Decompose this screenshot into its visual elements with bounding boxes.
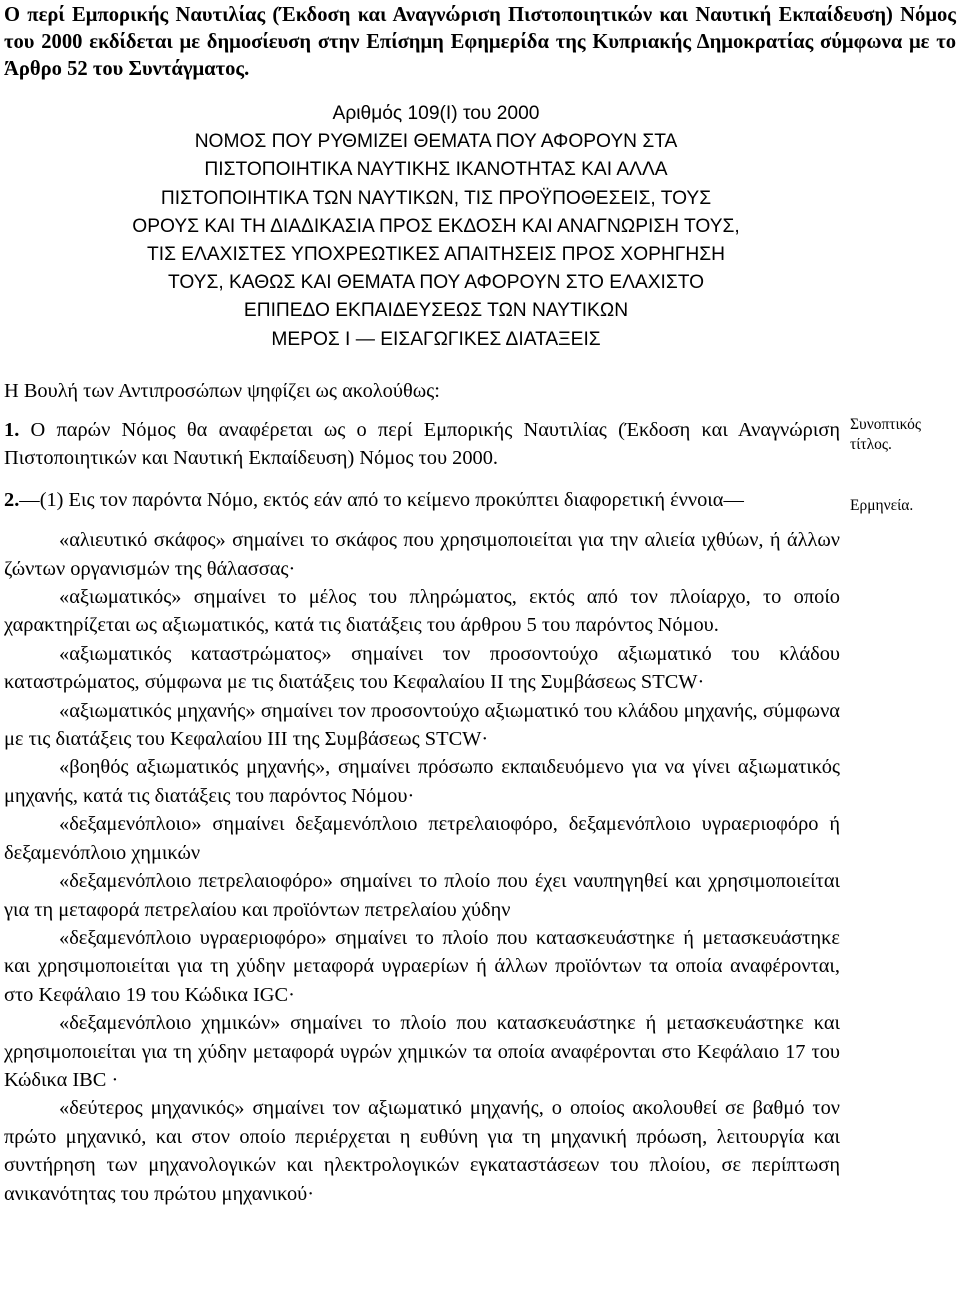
law-title-line: ΤΙΣ ΕΛΑΧΙΣΤΕΣ ΥΠΟΧΡΕΩΤΙΚΕΣ ΑΠΑΙΤΗΣΕΙΣ ΠΡΟΣ ΧΟΡΗΓΗΣΗ (147, 244, 725, 266)
part-heading: ΜΕΡΟΣ Ι — ΕΙΣΑΓΩΓΙΚΕΣ ΔΙΑΤΑΞΕΙΣ (271, 328, 601, 350)
enacting-clause: Η Βουλή των Αντιπροσώπων ψηφίζει ως ακολούθως: (4, 380, 440, 402)
definition: «δεύτερος μηχανικός» σημαίνει τον αξιωματικό μηχανής, ο οποίος ακολουθεί σε βαθμό τον πρώτο μηχανικό, και στον οποίο περιέρχεται η ευθύνη για τη μηχανική πρόωση, λειτουργία και συντήρηση των μηχανολογικών και ηλεκτρολογικών εγκαταστάσεων του πλοίου, σε περίπτωση ανικανότητας του πρώτου μηχανικού· (4, 1097, 840, 1205)
definition: «δεξαμενόπλοιο χημικών» σημαίνει το πλοίο που κατασκευάστηκε ή μετασκευάστηκε και χρησιμοποιείται για τη χύδην μεταφορά υγρών χημικών τα οποία αναφέρονται στο Κεφάλαιο 17 του Κώδικα IBC · (4, 1012, 840, 1091)
section-text: —(1) Εις τον παρόντα Νόμο, εκτός εάν από το κείμενο προκύπτει διαφορετική έννοια— (19, 488, 744, 511)
law-title-line: ΠΙΣΤΟΠΟΙΗΤΙΚΑ ΝΑΥΤΙΚΗΣ ΙΚΑΝΟΤΗΤΑΣ ΚΑΙ ΑΛΛΑ (204, 159, 668, 181)
section-2 (4, 486, 840, 514)
definition: «αξιωματικός» σημαίνει το μέλος του πληρώματος, εκτός από τον πλοίαρχο, το οποίο χαρακτηρίζεται ως αξιωματικός, κατά τις διατάξεις του άρθρου 5 του παρόντος Νόμου. (4, 586, 840, 637)
margin-note-interpretation: Ερμηνεία. (850, 497, 914, 514)
definition: «αξιωματικός καταστρώματος» σημαίνει τον προσοντούχο αξιωματικό του κλάδου καταστρώματος, σύμφωνα με τις διατάξεις του Κεφαλαίου ΙΙ της Συμβάσεως STCW· (4, 642, 840, 694)
section-text: Ο παρών Νόμος θα αναφέρεται ως ο περί Εμπορικής Ναυτιλίας (Έκδοση και Αναγνώριση Πιστοποιητικών και Ναυτική Εκπαίδευση) Νόμος του 2000. (4, 419, 840, 470)
law-title-block (50, 100, 822, 354)
law-title-line: ΕΠΙΠΕΔΟ ΕΚΠΑΙΔΕΥΣΕΩΣ ΤΩΝ ΝΑΥΤΙΚΩΝ (243, 300, 629, 322)
definition: «αξιωματικός μηχανής» σημαίνει τον προσοντούχο αξιωματικό του κλάδου μηχανής, σύμφωνα με τις διατάξεις του Κεφαλαίου ΙΙΙ της Συμβάσεως STCW· (4, 699, 840, 751)
definition: «δεξαμενόπλοιο πετρελαιοφόρο» σημαίνει το πλοίο που έχει ναυπηγηθεί και χρησιμοποιείται για τη μεταφορά πετρελαίου και προϊόντων πετρελαίου χύδην (4, 870, 840, 921)
law-title-line: ΟΡΟΥΣ ΚΑΙ ΤΗ ΔΙΑΔΙΚΑΣΙΑ ΠΡΟΣ ΕΚΔΟΣΗ ΚΑΙ ΑΝΑΓΝΩΡΙΣΗ ΤΟΥΣ, (132, 215, 740, 237)
law-number: Αριθμός 109(Ι) του 2000 (332, 103, 540, 124)
section-1 (4, 416, 840, 473)
definition: «βοηθός αξιωματικός μηχανής», σημαίνει πρόσωπο εκπαιδευόμενο για να γίνει αξιωματικός μηχανής, κατά τις διατάξεις του παρόντος Νόμου· (4, 756, 840, 807)
definition: «δεξαμενόπλοιο» σημαίνει δεξαμενόπλοιο πετρελαιοφόρο, δεξαμενόπλοιο υγραεριοφόρο ή δεξαμενόπλοιο χημικών (4, 813, 840, 864)
definition: «δεξαμενόπλοιο υγραεριοφόρο» σημαίνει το πλοίο που κατασκευάστηκε ή μετασκευάστηκε και χρησιμοποιείται για τη χύδην μεταφορά υγραερίων ή άλλων προϊόντων τα οποία αναφέρονται, στο Κεφάλαιο 19 του Κώδικα IGC· (4, 926, 840, 1006)
section-number: 1. (4, 419, 20, 441)
margin-note-short-title: Συνοπτικός τίτλος. (850, 416, 922, 453)
law-title-line: ΝΟΜΟΣ ΠΟΥ ΡΥΘΜΙΖΕΙ ΘΕΜΑΤΑ ΠΟΥ ΑΦΟΡΟΥΝ ΣΤΑ (194, 131, 678, 153)
section-number: 2. (4, 488, 20, 511)
law-body (4, 416, 840, 1208)
law-title-line: ΠΙΣΤΟΠΟΙΗΤΙΚΑ ΤΩΝ ΝΑΥΤΙΚΩΝ, ΤΙΣ ΠΡΟΫΠΟΘΕΣΕΙΣ, ΤΟΥΣ (160, 187, 712, 209)
definition: «αλιευτικό σκάφος» σημαίνει το σκάφος που χρησιμοποιείται για την αλιεία ιχθύων, ή άλλων ζώντων οργανισμών της θάλασσας· (4, 529, 840, 580)
law-title-line: ΤΟΥΣ, ΚΑΘΩΣ ΚΑΙ ΘΕΜΑΤΑ ΠΟΥ ΑΦΟΡΟΥΝ ΣΤΟ ΕΛΑΧΙΣΤΟ (168, 272, 704, 294)
publication-notice: Ο περί Εμπορικής Ναυτιλίας (Έκδοση και Αναγνώριση Πιστοποιητικών και Ναυτική Εκπαίδευση) Νόμος του 2000 εκδίδεται με δημοσίευση στην Επίσημη Εφημερίδα της Κυπριακής Δημοκρατίας σύμφωνα με το Άρθρο 52 του Συντάγματος. (4, 4, 956, 80)
